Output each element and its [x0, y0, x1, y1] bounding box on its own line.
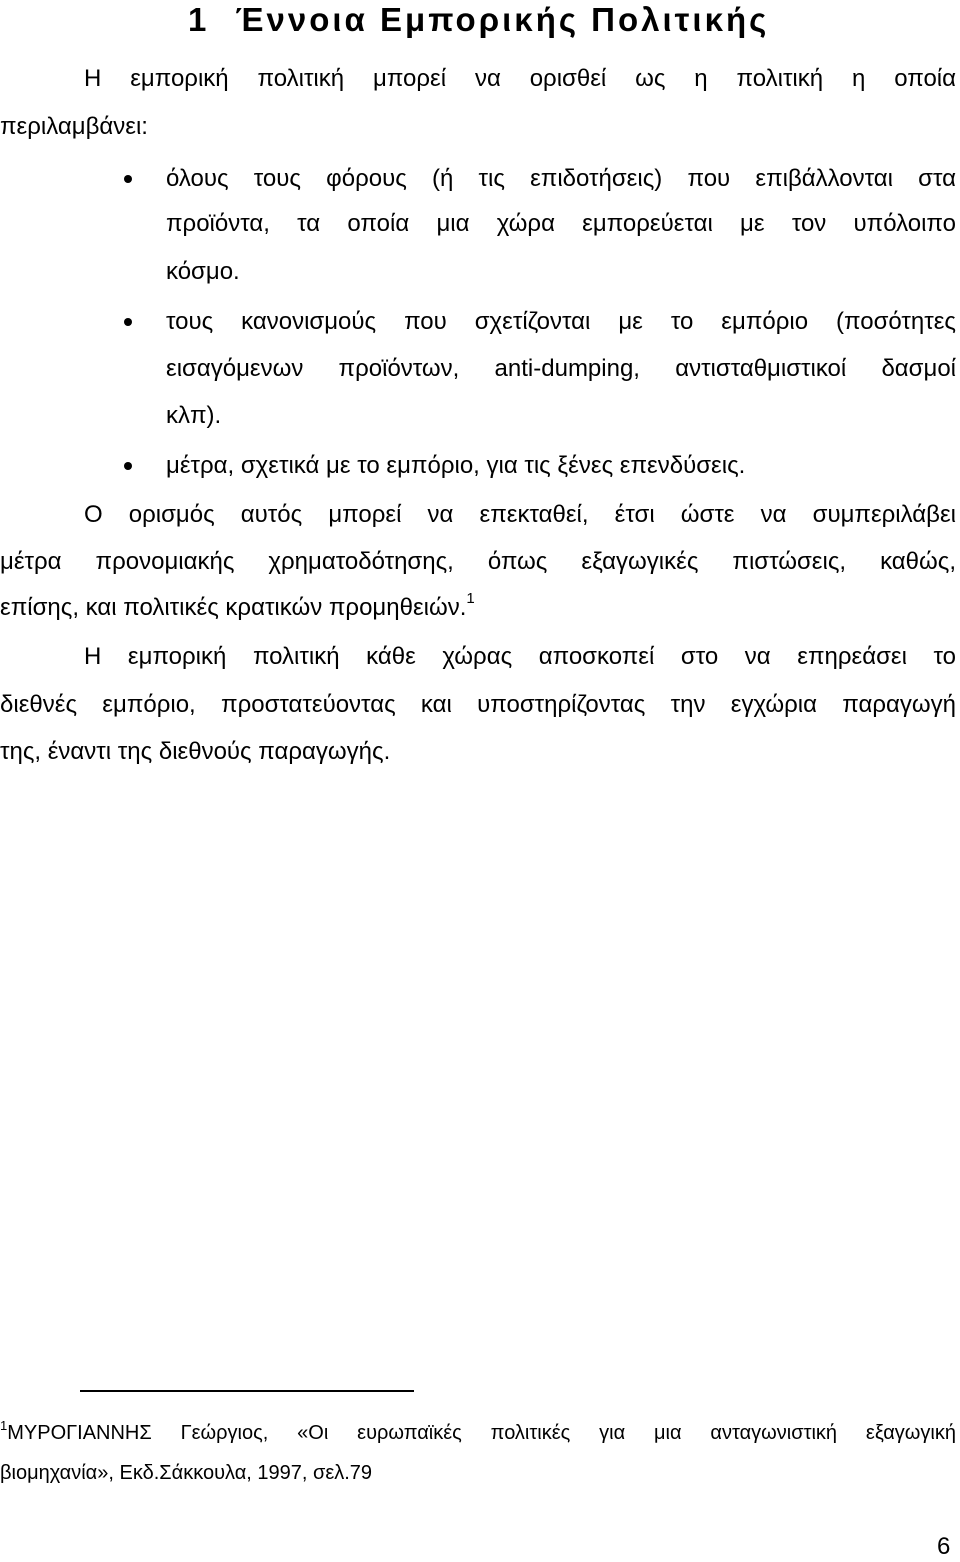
page-number: 6: [937, 1533, 951, 1560]
bullet-1-line-3: κόσμο.: [166, 258, 240, 285]
footnote-line-1-text: ΜΥΡΟΓΙΑΝΝΗΣ Γεώργιος, «Οι ευρωπαϊκές πολιτικές για μια ανταγωνιστική εξαγωγική: [7, 1422, 956, 1444]
footnote-marker: 1: [0, 1418, 8, 1433]
para3-line-1: Η εμπορική πολιτική κάθε χώρας αποσκοπεί στο να επηρεάσει το: [84, 643, 956, 670]
footnote-line-2: βιομηχανία», Εκδ.Σάκκουλα, 1997, σελ.79: [0, 1462, 373, 1484]
intro-line-1: Η εμπορική πολιτική μπορεί να ορισθεί ως η πολιτική η οποία: [84, 65, 956, 92]
bullet-1-dot: [124, 175, 132, 183]
bullet-2-line-1: τους κανονισμούς που σχετίζονται με το εμπόριο (ποσότητες: [166, 308, 956, 335]
para2-line-1: Ο ορισμός αυτός μπορεί να επεκταθεί, έτσι ώστε να συμπεριλάβει: [84, 501, 956, 528]
bullet-2-line-3: κλπ).: [166, 402, 222, 429]
bullet-1-line-1: όλους τους φόρους (ή τις επιδοτήσεις) που επιβάλλονται στα: [166, 165, 956, 192]
section-heading: [188, 0, 769, 40]
intro-line-2: περιλαμβάνει:: [0, 113, 148, 140]
para2-line-2: μέτρα προνομιακής χρηματοδότησης, όπως εξαγωγικές πιστώσεις, καθώς,: [0, 548, 956, 575]
para2-line-3: [0, 584, 956, 632]
footnote-separator: [80, 1390, 414, 1392]
para2-line-3-text: επίσης, και πολιτικές κρατικών προμηθειών.: [0, 594, 467, 621]
bullet-3-line-1: μέτρα, σχετικά με το εμπόριο, για τις ξένες επενδύσεις.: [166, 452, 746, 479]
para3-line-2: διεθνές εμπόριο, προστατεύοντας και υποστηρίζοντας την εγχώρια παραγωγή: [0, 691, 956, 718]
bullet-2-line-2: εισαγόμενων προϊόντων, anti-dumping, αντισταθμιστικοί δασμοί: [166, 355, 956, 382]
footnote-line-1: [0, 1418, 956, 1448]
bullet-2-dot: [124, 318, 132, 326]
footnote-reference[interactable]: 1: [466, 590, 475, 607]
bullet-1-line-2: προϊόντα, τα οποία μια χώρα εμπορεύεται με τον υπόλοιπο: [166, 210, 956, 237]
bullet-3-dot: [124, 462, 132, 470]
para3-line-3: της, έναντι της διεθνούς παραγωγής.: [0, 738, 391, 765]
section-title: Έννοια Εμπορικής Πολιτικής: [235, 1, 770, 38]
section-number: 1: [188, 1, 210, 38]
